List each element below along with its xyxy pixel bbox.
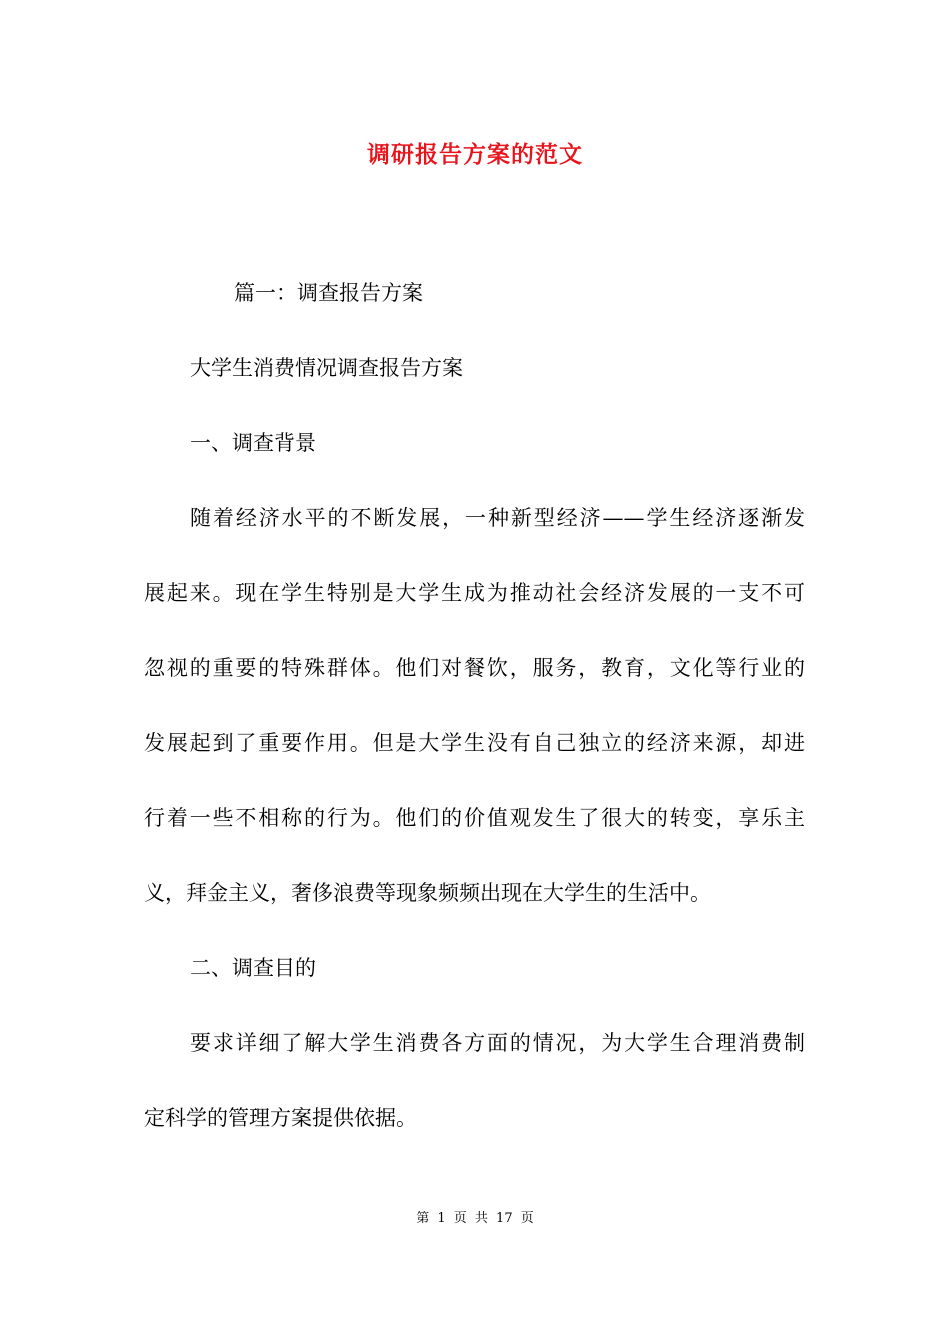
paragraph-line: 展起来。现在学生特别是大学生成为推动社会经济发展的一支不可 — [144, 581, 805, 605]
paragraph-line: 义，拜金主义，奢侈浪费等现象频频出现在大学生的生活中。 — [144, 881, 711, 905]
paragraph-line: 忽视的重要的特殊群体。他们对餐饮，服务，教育，文化等行业的 — [144, 656, 805, 680]
document-title: 调研报告方案的范文 — [367, 141, 583, 168]
section-heading: 篇一：调查报告方案 — [234, 281, 423, 305]
paragraph-line: 行着一些不相称的行为。他们的价值观发生了很大的转变，享乐主 — [144, 806, 805, 830]
paragraph-line: 定科学的管理方案提供依据。 — [144, 1106, 417, 1130]
section-heading: 二、调查目的 — [190, 956, 316, 980]
paragraph-line: 要求详细了解大学生消费各方面的情况，为大学生合理消费制 — [190, 1031, 805, 1055]
paragraph-line: 发展起到了重要作用。但是大学生没有自己独立的经济来源，却进 — [144, 731, 805, 755]
page-footer: 第 1 页 共 17 页 — [416, 1211, 534, 1226]
paragraph-line: 随着经济水平的不断发展，一种新型经济——学生经济逐渐发 — [190, 506, 805, 530]
section-heading: 一、调查背景 — [190, 431, 316, 455]
report-subtitle: 大学生消费情况调查报告方案 — [190, 356, 463, 380]
